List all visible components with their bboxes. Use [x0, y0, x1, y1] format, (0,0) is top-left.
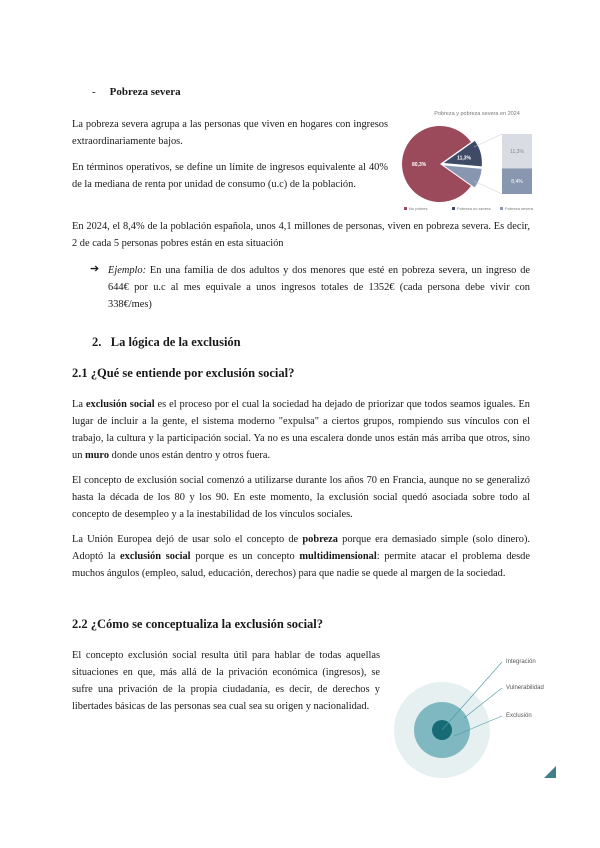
section-number: 2. [92, 335, 102, 349]
example-label: Ejemplo: [108, 265, 147, 276]
severe-poverty-heading [92, 86, 181, 98]
stacked-bar [474, 134, 532, 194]
chart-legend [404, 206, 534, 211]
bar-pobreza-severa-label: 8,4% [511, 179, 523, 186]
pie-slices [402, 126, 482, 202]
bullet-dash: - [92, 86, 96, 98]
section-title [92, 335, 241, 350]
paragraph-operational: En términos operativos, se define un límite de ingresos equivalente al 40% de la mediana de renta por unidad de consumo (u.c) de la población. [72, 162, 388, 190]
example-text: Ejemplo: En una familia de dos adultos y dos menores que esté en pobreza severa, un ingreso de 644€ por u.c al mes equivale a unos ingresos totales de 1352€ (cada persona debe vivir con 338€/mes) [108, 265, 530, 310]
bar-pobreza-no-severa-label: 11,3% [510, 149, 524, 156]
paragraph-statistics: En 2024, el 8,4% de la población española, unos 4,1 millones de personas, viven en pobreza severa. Es decir, 2 de cada 5 personas pobres están en esta situación [72, 221, 530, 249]
legend-swatch [452, 207, 455, 210]
paragraph-eu-concept: La Unión Europea dejó de usar solo el concepto de pobreza porque era demasiado simple (solo dinero). Adoptó la exclusión social porque es un concepto multidimensional: permite atacar el problema desde muchos ángulos (empleo, salud, educación, derechos) para que nadie se quede al margen de la sociedad. [72, 534, 530, 579]
heading-text: Pobreza severa [109, 86, 181, 98]
legend-swatch [500, 207, 503, 210]
chart-title: Pobreza y pobreza severa en 2024 [434, 111, 520, 117]
legend-label: No pobres [409, 206, 428, 211]
subsection-2-2-title: 2.2 ¿Cómo se conceptualiza la exclusión social? [72, 617, 324, 631]
label-exclusion: Exclusión [506, 713, 532, 719]
legend-label: Pobreza no severa [457, 206, 491, 211]
label-vulnerabilidad: Vulnerabilidad [506, 685, 544, 691]
paragraph-exclusion-history: El concepto de exclusión social comenzó a utilizarse durante los años 70 en Francia, aunque no se generalizó hasta la década de los 80 y los 90. En este momento, la exclusión social quedó asociada sobre todo al concepto de desempleo y a la inestabilidad de los vínculos sociales. [72, 475, 530, 520]
subsection-2-1-title: 2.1 ¿Qué se entiende por exclusión social? [72, 366, 295, 380]
slice-no-pobres-label: 80,3% [412, 162, 427, 168]
example-block [90, 262, 530, 313]
legend-label: Pobreza severa [505, 206, 534, 211]
corner-triangle-icon [544, 766, 556, 778]
connector-line [474, 181, 502, 194]
arrow-icon: ➔ [90, 263, 100, 275]
exclusion-circles-diagram [388, 648, 560, 788]
connector-line [474, 134, 502, 147]
legend-swatch [404, 207, 407, 210]
label-integracion: Integración [506, 659, 536, 665]
section-title-text: La lógica de la exclusión [110, 335, 241, 349]
paragraph-definition: La pobreza severa agrupa a las personas que viven en hogares con ingresos extraordinariamente bajos. [72, 119, 388, 147]
poverty-pie-chart [398, 106, 556, 214]
slice-pobreza-no-severa-label: 11,3% [457, 155, 471, 162]
paragraph-conceptualization: El concepto exclusión social resulta útil para hablar de todas aquellas situaciones en que, más allá de la privación económica (ingresos), se sufre una privación de la propia ciudadanía, es decir, de derechos y libertades básicas de las personas sea cual sea su origen y nacionalidad. [72, 650, 380, 712]
paragraph-exclusion-definition: La exclusión social es el proceso por el cual la sociedad ha dejado de priorizar que todos seamos iguales. En lugar de incluir a la gente, el sistema moderno "expulsa" a ciertos grupos, rompiendo sus vínculos con el trabajo, la cultura y la participación social. Ya no es una escalera donde unos están más arriba que otros, sino un muro donde unos están dentro y otros fuera. [72, 399, 530, 461]
